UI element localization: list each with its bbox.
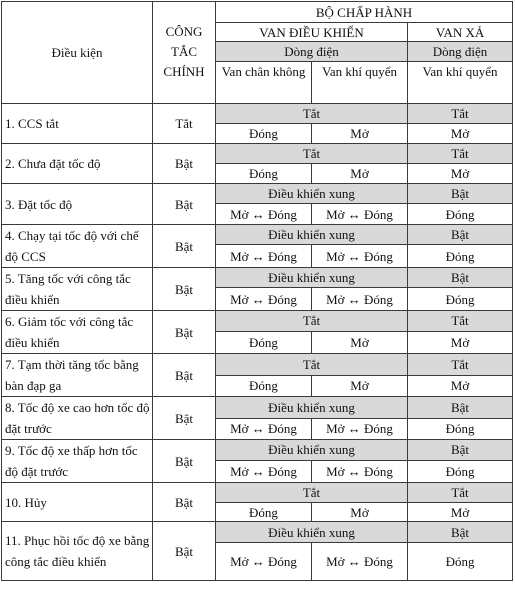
main-switch-cell: Bật	[153, 268, 216, 311]
condition-cell: 7. Tạm thời tăng tốc bằng bàn đạp ga	[2, 354, 153, 397]
release-air-valve-cell: Mở	[408, 164, 513, 184]
table-row	[2, 144, 513, 164]
release-air-valve-cell: Đóng	[408, 245, 513, 268]
air-valve-cell: Mở	[312, 164, 408, 184]
air-valve-cell: Mở	[312, 124, 408, 144]
control-current-cell: Tắt	[216, 144, 408, 164]
table-row	[2, 522, 513, 543]
table-container	[1, 1, 513, 581]
header-control-valve: VAN ĐIỀU KHIỂN	[216, 23, 408, 42]
air-valve-cell: Mở	[312, 331, 408, 353]
main-switch-cell: Bật	[153, 354, 216, 397]
table-body	[2, 104, 513, 581]
table-row	[2, 268, 513, 288]
air-valve-cell: Mở ↔ Đóng	[312, 460, 408, 482]
condition-cell: 4. Chạy tại tốc độ với chế độ CCS	[2, 225, 153, 268]
main-switch-cell: Tắt	[153, 104, 216, 144]
control-current-cell: Điều khiển xung	[216, 225, 408, 245]
release-air-valve-cell: Mở	[408, 503, 513, 522]
table-row	[2, 440, 513, 461]
header-air-valve: Van khí quyển	[312, 61, 408, 103]
main-switch-cell: Bật	[153, 440, 216, 483]
header-actuator: BỘ CHẤP HÀNH	[216, 2, 513, 23]
condition-cell: 5. Tăng tốc với công tắc điều khiển	[2, 268, 153, 311]
air-valve-cell: Mở ↔ Đóng	[312, 418, 408, 440]
condition-cell: 8. Tốc độ xe cao hơn tốc độ đặt trước	[2, 397, 153, 440]
header-vacuum-valve: Van chân không	[216, 61, 312, 103]
header-condition: Điều kiện	[2, 2, 153, 104]
header-main-switch: CÔNG TẮC CHÍNH	[153, 2, 216, 104]
condition-cell: 10. Hủy	[2, 483, 153, 522]
release-current-cell: Tắt	[408, 483, 513, 503]
control-current-cell: Điều khiển xung	[216, 268, 408, 288]
table-row	[2, 225, 513, 245]
release-current-cell: Tắt	[408, 311, 513, 332]
release-current-cell: Bật	[408, 440, 513, 461]
release-current-cell: Tắt	[408, 104, 513, 124]
condition-cell: 11. Phục hồi tốc độ xe bằng công tắc điều khiển	[2, 522, 153, 581]
cruise-control-actuator-table	[1, 1, 513, 581]
air-valve-cell: Mở ↔ Đóng	[312, 288, 408, 311]
vacuum-valve-cell: Mở ↔ Đóng	[216, 245, 312, 268]
table-row	[2, 483, 513, 503]
vacuum-valve-cell: Mở ↔ Đóng	[216, 418, 312, 440]
main-switch-cell: Bật	[153, 144, 216, 184]
condition-cell: 2. Chưa đặt tốc độ	[2, 144, 153, 184]
control-current-cell: Điều khiển xung	[216, 397, 408, 419]
header-current-release: Dòng điện	[408, 42, 513, 61]
main-switch-cell: Bật	[153, 397, 216, 440]
header-release-air-valve: Van khí quyển	[408, 61, 513, 103]
header-current-control: Dòng điện	[216, 42, 408, 61]
release-air-valve-cell: Đóng	[408, 418, 513, 440]
air-valve-cell: Mở	[312, 375, 408, 397]
release-air-valve-cell: Mở	[408, 375, 513, 397]
release-current-cell: Bật	[408, 397, 513, 419]
condition-cell: 1. CCS tắt	[2, 104, 153, 144]
vacuum-valve-cell: Đóng	[216, 331, 312, 353]
vacuum-valve-cell: Đóng	[216, 164, 312, 184]
release-current-cell: Tắt	[408, 144, 513, 164]
table-row	[2, 104, 513, 124]
release-current-cell: Tắt	[408, 354, 513, 376]
air-valve-cell: Mở ↔ Đóng	[312, 204, 408, 225]
release-air-valve-cell: Mở	[408, 124, 513, 144]
control-current-cell: Điều khiển xung	[216, 184, 408, 204]
condition-cell: 6. Giảm tốc với công tắc điều khiển	[2, 311, 153, 354]
main-switch-cell: Bật	[153, 483, 216, 522]
release-current-cell: Bật	[408, 184, 513, 204]
air-valve-cell: Mở	[312, 503, 408, 522]
control-current-cell: Tắt	[216, 104, 408, 124]
vacuum-valve-cell: Đóng	[216, 375, 312, 397]
main-switch-cell: Bật	[153, 311, 216, 354]
vacuum-valve-cell: Đóng	[216, 503, 312, 522]
table-header	[2, 2, 513, 104]
main-switch-cell: Bật	[153, 225, 216, 268]
control-current-cell: Điều khiển xung	[216, 522, 408, 543]
vacuum-valve-cell: Mở ↔ Đóng	[216, 543, 312, 581]
vacuum-valve-cell: Đóng	[216, 124, 312, 144]
air-valve-cell: Mở ↔ Đóng	[312, 543, 408, 581]
main-switch-cell: Bật	[153, 522, 216, 581]
header-release-valve: VAN XẢ	[408, 23, 513, 42]
condition-cell: 3. Đặt tốc độ	[2, 184, 153, 225]
air-valve-cell: Mở ↔ Đóng	[312, 245, 408, 268]
release-air-valve-cell: Đóng	[408, 288, 513, 311]
condition-cell: 9. Tốc độ xe thấp hơn tốc độ đặt trước	[2, 440, 153, 483]
table-row	[2, 354, 513, 376]
table-row	[2, 397, 513, 419]
release-air-valve-cell: Đóng	[408, 543, 513, 581]
release-air-valve-cell: Đóng	[408, 204, 513, 225]
control-current-cell: Tắt	[216, 311, 408, 332]
release-current-cell: Bật	[408, 268, 513, 288]
table-row	[2, 184, 513, 204]
table-row	[2, 311, 513, 332]
control-current-cell: Tắt	[216, 354, 408, 376]
main-switch-cell: Bật	[153, 184, 216, 225]
vacuum-valve-cell: Mở ↔ Đóng	[216, 288, 312, 311]
release-air-valve-cell: Đóng	[408, 460, 513, 482]
release-current-cell: Bật	[408, 225, 513, 245]
vacuum-valve-cell: Mở ↔ Đóng	[216, 204, 312, 225]
control-current-cell: Tắt	[216, 483, 408, 503]
vacuum-valve-cell: Mở ↔ Đóng	[216, 460, 312, 482]
release-air-valve-cell: Mở	[408, 331, 513, 353]
release-current-cell: Bật	[408, 522, 513, 543]
control-current-cell: Điều khiển xung	[216, 440, 408, 461]
